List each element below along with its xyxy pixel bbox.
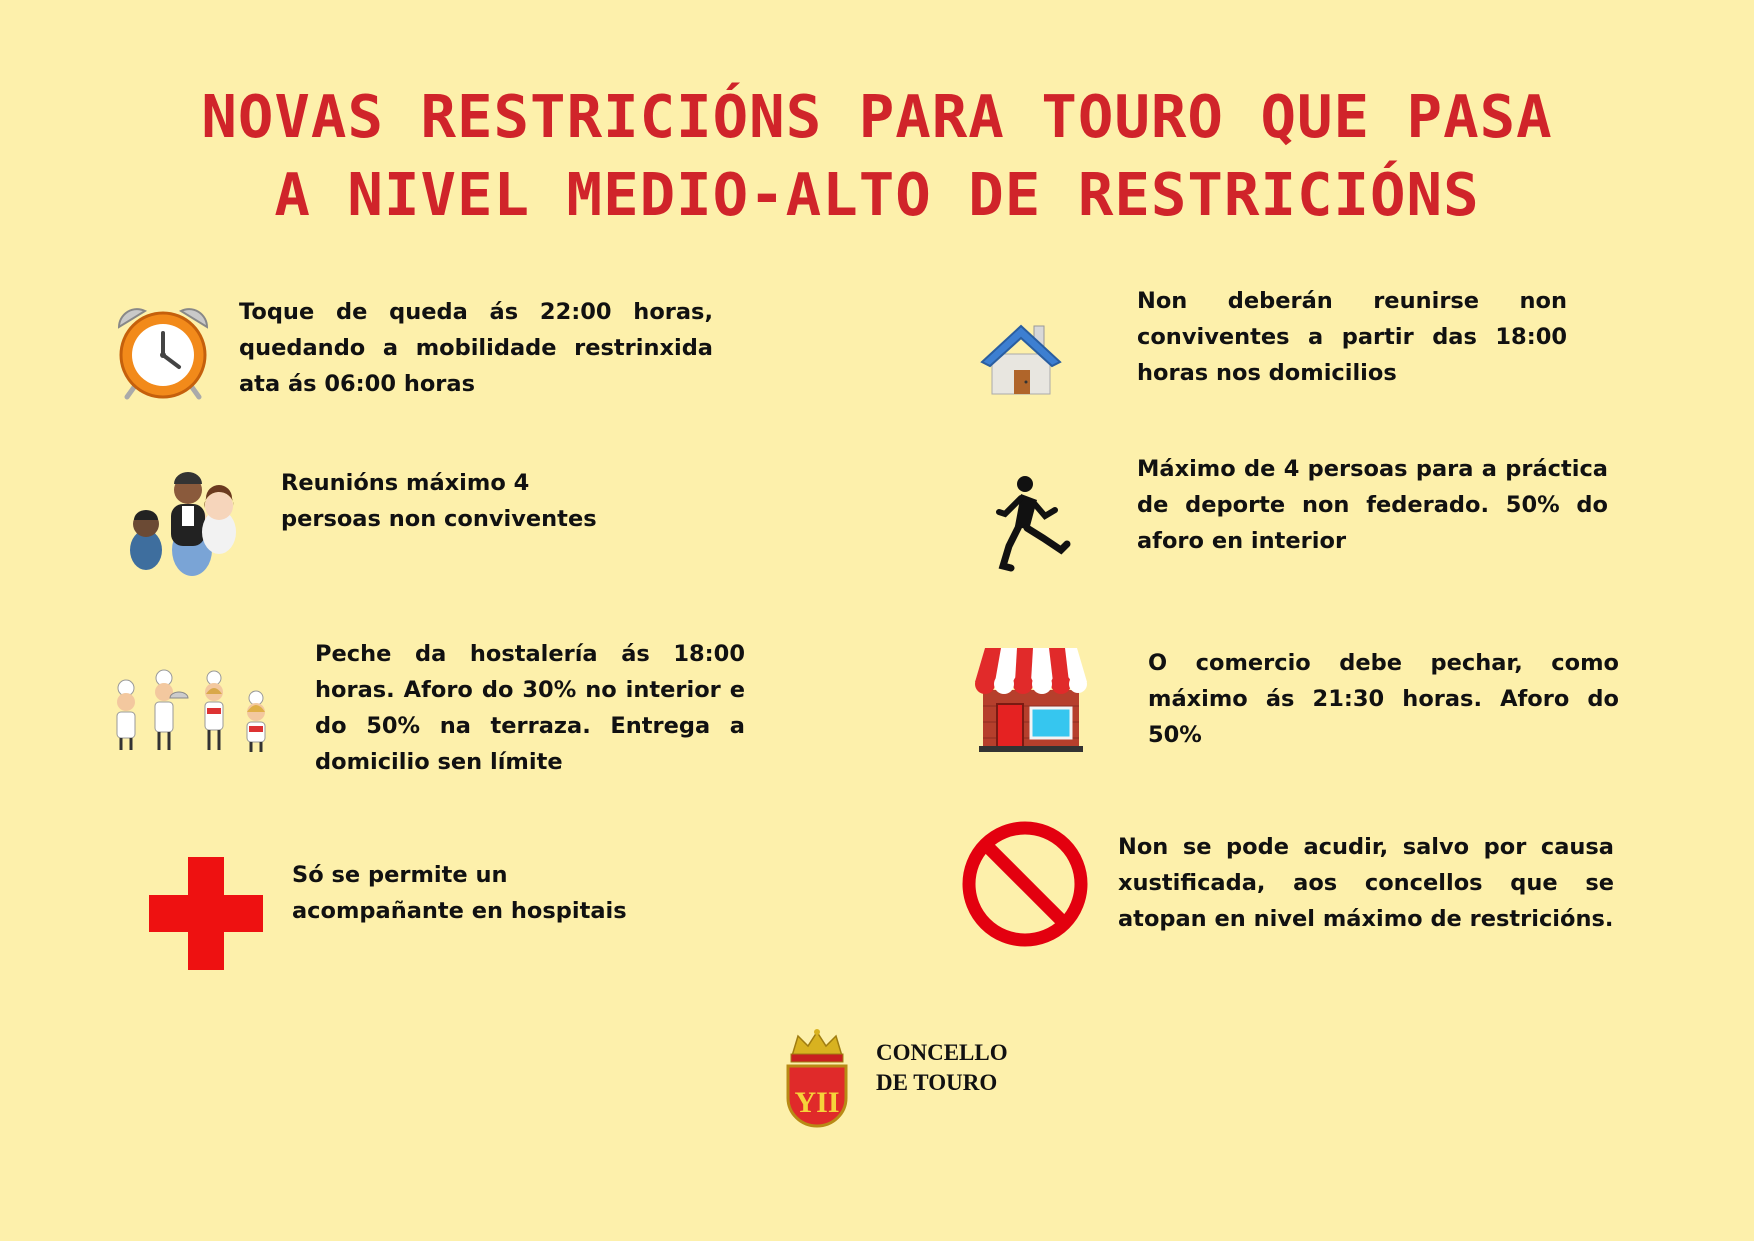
- red-cross-icon: [149, 857, 263, 970]
- municipality-line-2: DE TOURO: [876, 1070, 998, 1095]
- municipality-line-1: CONCELLO: [876, 1040, 1008, 1065]
- sport-text: Máximo de 4 persoas para a práctica de deporte non federado. 50% do aforo en interior: [1137, 456, 1608, 554]
- page-title: [0, 78, 1754, 234]
- people-group-icon: [126, 470, 242, 580]
- commerce-text: O comercio debe pechar, como máximo ás 21:30 horas. Aforo do 50%: [1148, 650, 1619, 748]
- shield-text: YII: [794, 1086, 840, 1119]
- travel-text: Non se pode acudir, salvo por causa xustificada, aos concellos que se atopan en nivel máximo de restricións.: [1118, 834, 1614, 932]
- title-line-1: NOVAS RESTRICIÓNS PARA TOURO QUE PASA: [201, 82, 1553, 151]
- title-line-2: A NIVEL MEDIO-ALTO DE RESTRICIÓNS: [274, 160, 1480, 229]
- coat-of-arms-logo: [782, 1028, 852, 1128]
- meetings-text: Reunións máximo 4 persoas non conviventes: [281, 470, 597, 532]
- hospitality-text: Peche da hostalería ás 18:00 horas. Aforo do 30% no interior e do 50% na terraza. Entrega a domicilio sen límite: [315, 641, 745, 775]
- municipality-name: [876, 1038, 1008, 1098]
- alarm-clock-icon: [115, 305, 211, 401]
- hospital-text: Só se permite un acompañante en hospitais: [292, 862, 627, 924]
- runner-icon: [995, 474, 1071, 574]
- home-gathering-text: Non deberán reunirse non conviventes a partir das 18:00 horas nos domicilios: [1137, 288, 1567, 386]
- shop-icon: [975, 648, 1087, 754]
- prohibited-icon: [961, 820, 1089, 948]
- curfew-text: Toque de queda ás 22:00 horas, quedando a mobilidade restrinxida ata ás 06:00 horas: [239, 299, 713, 397]
- house-icon: [980, 320, 1062, 396]
- chefs-icon: [110, 668, 272, 754]
